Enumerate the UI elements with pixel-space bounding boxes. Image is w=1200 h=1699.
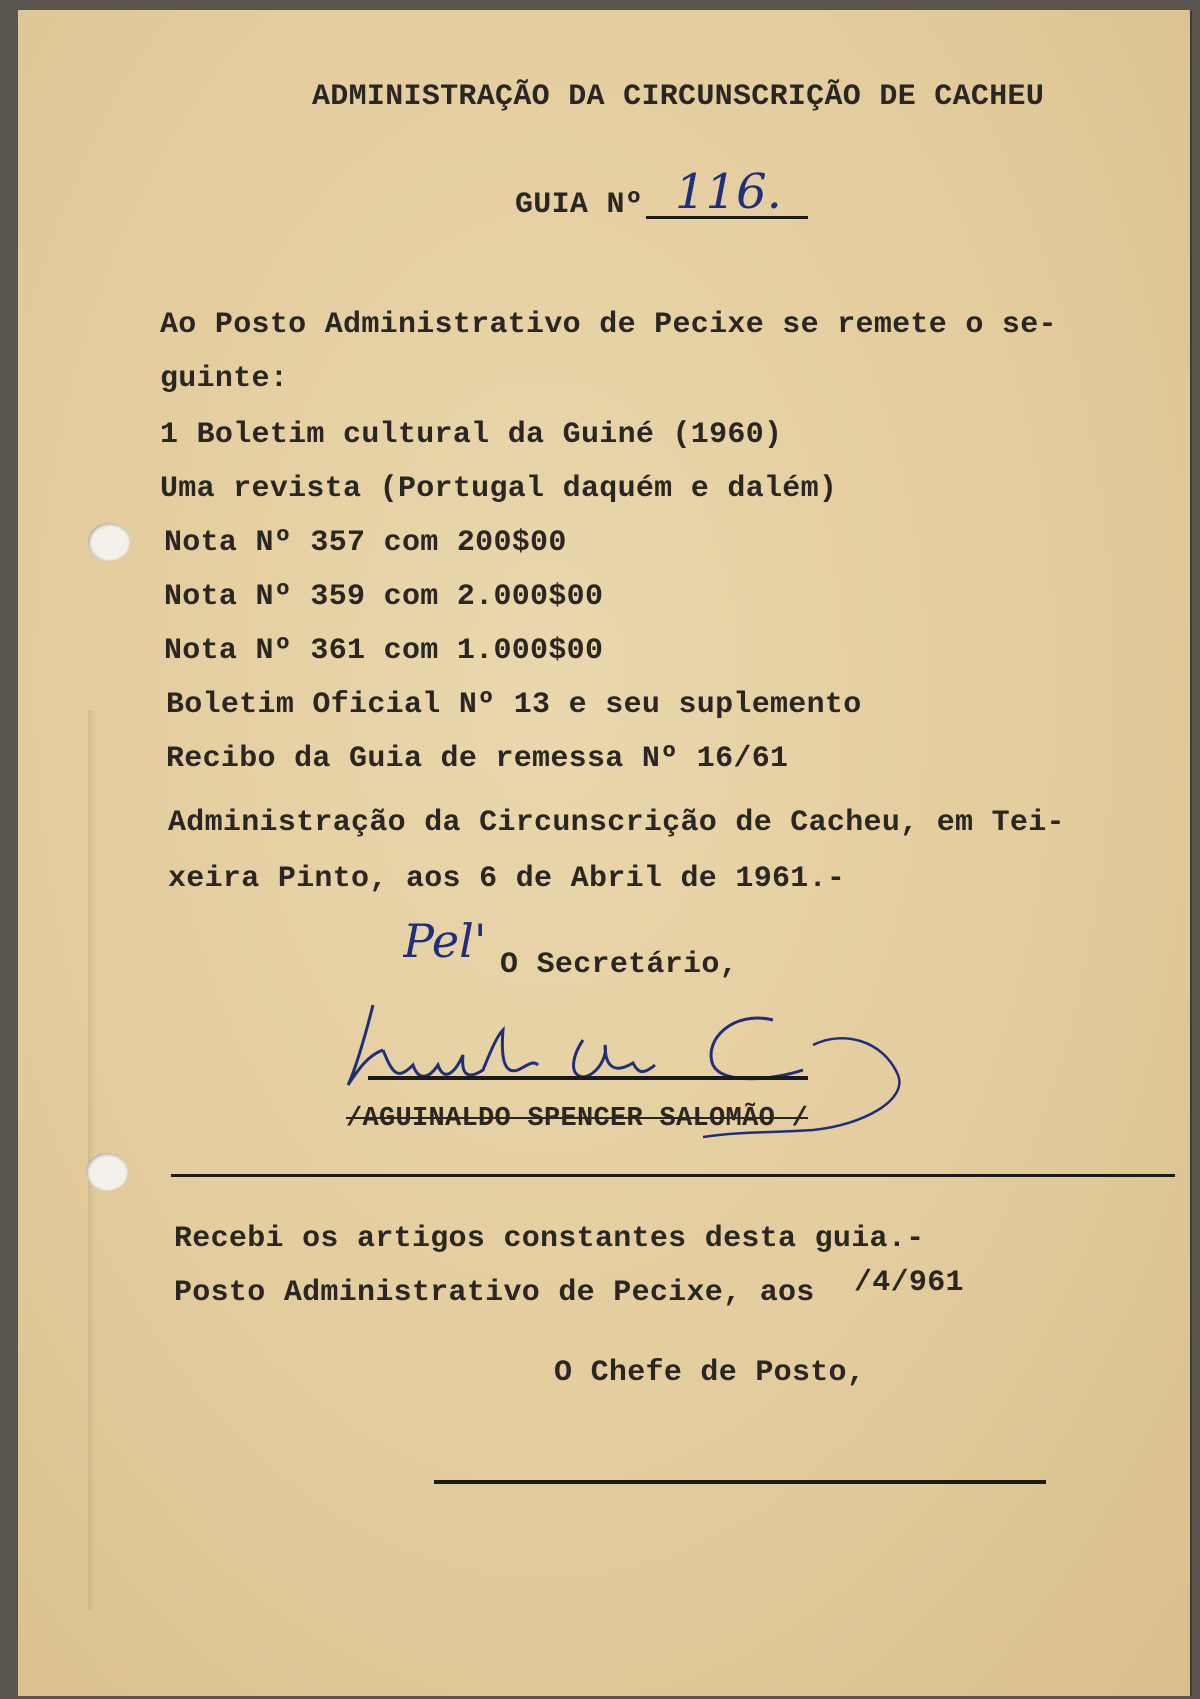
- item-line-4: Nota Nº 359 com 2.000$00: [164, 580, 604, 614]
- receipt-line-1: Recebi os artigos constantes desta guia.-: [174, 1222, 925, 1256]
- item-line-7: Recibo da Guia de remessa Nº 16/61: [166, 742, 789, 776]
- intro-line-1: Ao Posto Administrativo de Pecixe se remete o se-: [160, 308, 1057, 342]
- item-line-6: Boletim Oficial Nº 13 e seu suplemento: [166, 688, 862, 722]
- secretary-typed-name: /AGUINALDO SPENCER SALOMÃO /: [346, 1104, 809, 1134]
- secretary-role: O Secretário,: [500, 948, 738, 982]
- section-divider: [171, 1174, 1175, 1177]
- signature-line: [368, 1076, 808, 1080]
- punch-hole-top: [88, 523, 130, 561]
- guia-number-handwritten: [673, 158, 803, 227]
- closing-line-2: xeira Pinto, aos 6 de Abril de 1961.-: [168, 862, 846, 896]
- item-line-3: Nota Nº 357 com 200$00: [164, 526, 567, 560]
- item-line-5: Nota Nº 361 com 1.000$00: [164, 634, 604, 668]
- document-sheet: [18, 10, 1192, 1696]
- guia-label: GUIA Nº: [515, 188, 644, 222]
- handwritten-prefix: [403, 905, 493, 980]
- chief-role: O Chefe de Posto,: [554, 1356, 866, 1390]
- receipt-date: /4/961: [854, 1266, 964, 1300]
- item-line-2: Uma revista (Portugal daquém e dalém): [160, 472, 838, 506]
- handwritten-prefix-text: Pel': [403, 914, 487, 968]
- punch-hole-bottom: [86, 1153, 128, 1191]
- receipt-line-2: Posto Administrativo de Pecixe, aos: [174, 1276, 815, 1310]
- document-title: ADMINISTRAÇÃO DA CIRCUNSCRIÇÃO DE CACHEU: [312, 80, 1045, 114]
- closing-line-1: Administração da Circunscrição de Cacheu, em Tei-: [168, 806, 1065, 840]
- chief-signature-line: [434, 1480, 1046, 1484]
- intro-line-2: guinte:: [160, 362, 289, 396]
- guia-number-text: 116.: [675, 164, 782, 220]
- item-line-1: 1 Boletim cultural da Guiné (1960): [160, 418, 783, 452]
